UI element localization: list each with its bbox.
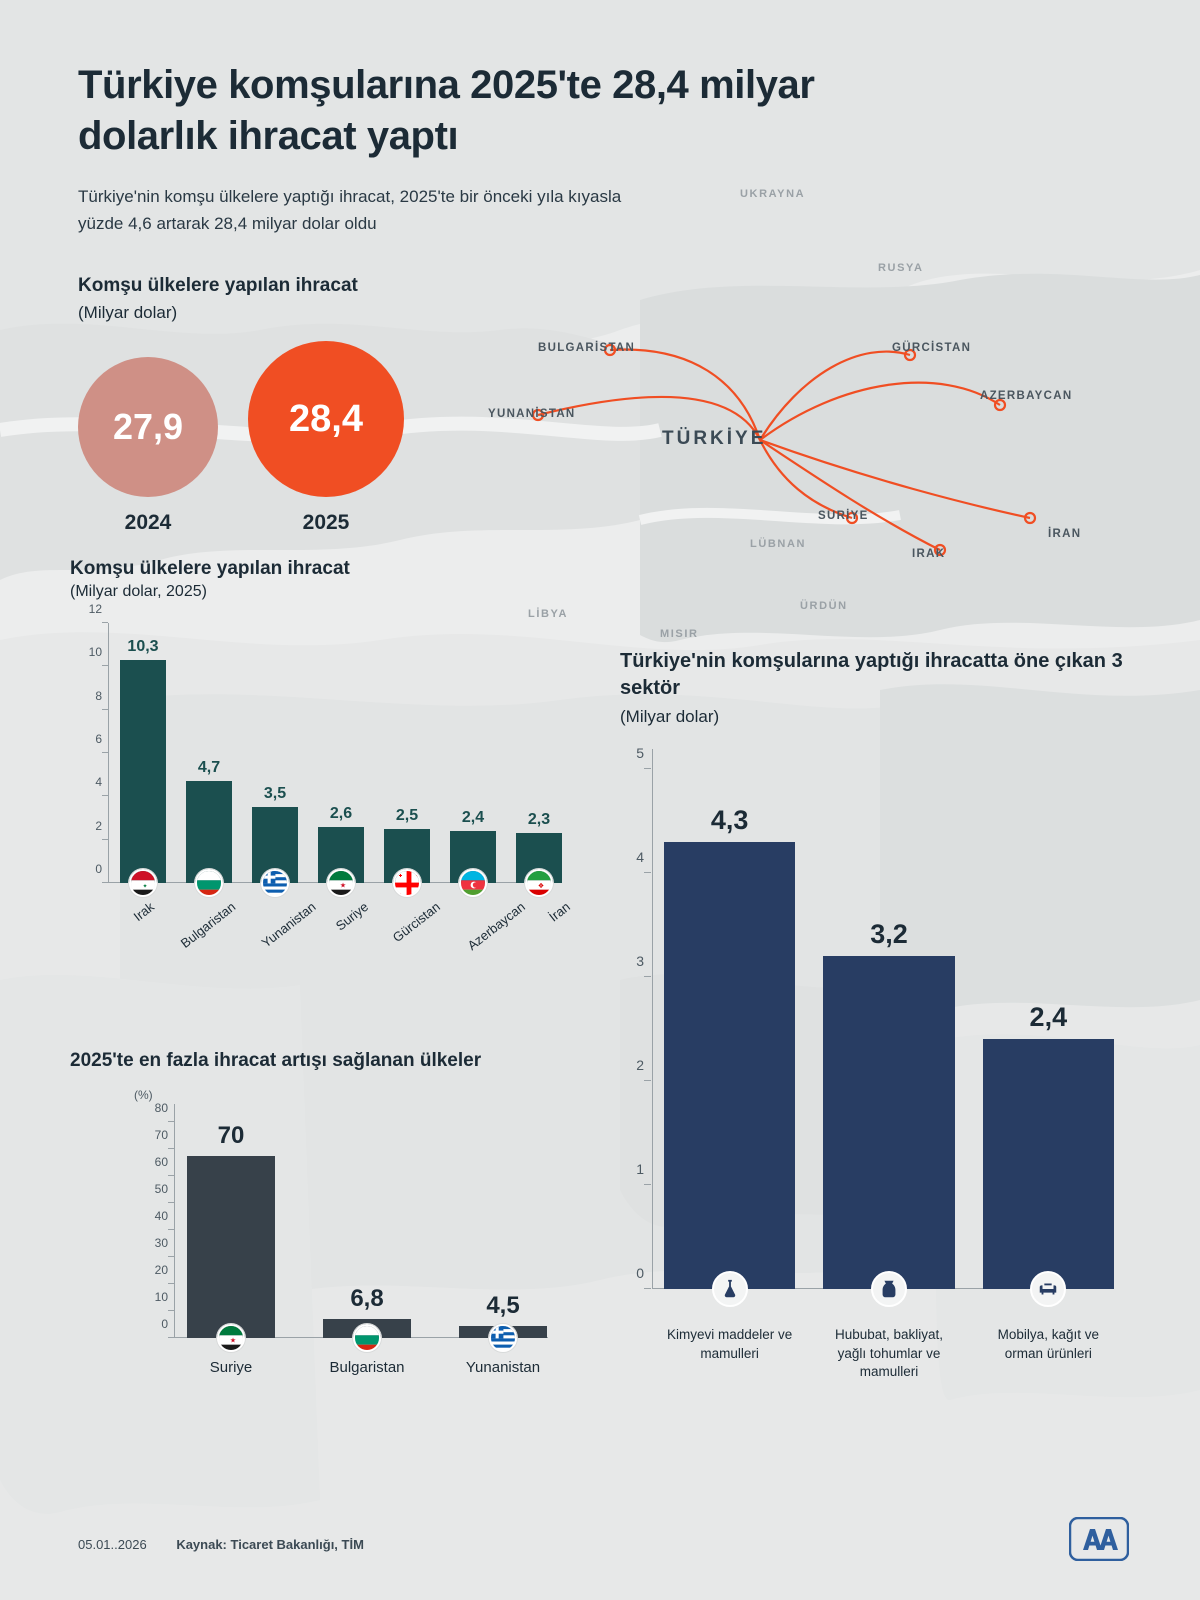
bubbles-unit: (Milyar dolar)	[78, 303, 178, 322]
map-label-gurcistan: GÜRCİSTAN	[892, 342, 972, 354]
chart1-category-label: Azerbaycan	[464, 899, 528, 954]
greece-flag	[489, 1324, 517, 1352]
bubble-value-2024: 27,9	[78, 357, 218, 497]
chart3-bar	[823, 956, 954, 1289]
map-label-misir: MISIR	[660, 628, 699, 640]
chemical-flask-icon	[712, 1271, 748, 1307]
chart2-y-tick-mark	[168, 1310, 174, 1311]
bubble-2024	[78, 357, 218, 535]
chart1-y-tick-label: 8	[95, 688, 102, 703]
chart1-bar-group	[118, 623, 168, 890]
chart1-y-tick-mark	[102, 882, 108, 883]
map-label-azerbaycan: AZERBAYCAN	[980, 390, 1073, 402]
footer-source: Kaynak: Ticaret Bakanlığı, TİM	[176, 1537, 364, 1552]
chart1-bar	[120, 660, 166, 883]
exports-total-bubbles	[78, 275, 498, 535]
map-label-turkiye: TÜRKİYE	[662, 428, 767, 449]
chart1-bar-group	[382, 623, 432, 883]
chart3-bar-group	[983, 769, 1114, 1289]
chart2-y-tick-mark	[168, 1337, 174, 1338]
chart1-y-tick-mark	[102, 709, 108, 710]
chart2-bar-group	[318, 1122, 416, 1338]
bubbles-title: Komşu ülkelere yapılan ihracat	[78, 275, 358, 296]
chart1-bar-value: 2,4	[461, 809, 485, 826]
chart2-category-labels	[182, 1359, 552, 1376]
chart-top-sectors	[620, 648, 1150, 1409]
chart2-y-tick-mark	[168, 1175, 174, 1176]
chart3-y-tick-mark	[644, 872, 651, 873]
bubble-2025	[248, 341, 404, 535]
map-label-suriye: SURİYE	[818, 510, 869, 522]
chart2-y-tick-mark	[168, 1148, 174, 1149]
chart1-bar-group	[316, 623, 366, 890]
chart2-y-tick-label: 60	[154, 1154, 168, 1169]
chart1-y-tick-mark	[102, 795, 108, 796]
chart1-category-labels	[118, 883, 574, 954]
bulgaria-flag	[353, 1324, 381, 1352]
chart2-bar-group	[454, 1122, 552, 1338]
chart1-category-label: Bulgaristan	[177, 899, 239, 951]
chart2-y-tick-mark	[168, 1121, 174, 1122]
bubble-year-2024: 2024	[124, 511, 172, 534]
chart1-bar-value: 3,5	[263, 785, 287, 803]
bubble-year-2025: 2025	[302, 511, 350, 534]
chart1-y-tick-mark	[102, 752, 108, 753]
chart1-y-tick-mark	[102, 622, 108, 623]
svg-text:★: ★	[339, 881, 347, 890]
chart1-category-label: Gürcistan	[389, 899, 443, 946]
chart3-y-tick-mark	[644, 1184, 651, 1185]
chart1-y-tick-mark	[102, 839, 108, 840]
chart1-bar-group	[250, 623, 300, 883]
chart3-bar-value: 4,3	[710, 804, 749, 835]
svg-text:❖: ❖	[537, 882, 545, 890]
chart2-bar-value: 4,5	[486, 1291, 520, 1319]
chart3-y-axis	[652, 749, 653, 1289]
chart2-y-tick-mark	[168, 1202, 174, 1203]
map-label-iran: İRAN	[1048, 528, 1082, 540]
chart1-y-tick-label: 4	[95, 775, 102, 790]
chart3-y-tick-label: 2	[636, 1057, 644, 1073]
chart1-y-axis	[108, 623, 109, 883]
chart2-bar-value: 6,8	[350, 1285, 384, 1313]
chart-exports-by-country	[70, 558, 630, 954]
chart1-bars	[118, 623, 564, 890]
chart1-bar	[186, 781, 232, 883]
map-label-lubnan: LÜBNAN	[750, 538, 807, 550]
chart2-y-tick-mark	[168, 1229, 174, 1230]
chart3-y-tick-label: 3	[636, 953, 644, 969]
map-label-rusya: RUSYA	[878, 262, 924, 274]
chart1-y-tick-label: 2	[95, 818, 102, 833]
chart2-title: 2025'te en fazla ihracat artışı sağlanan ülkeler	[70, 1050, 482, 1071]
chart1-category-label: Irak	[130, 899, 157, 925]
chart3-title: Türkiye'nin komşularına yaptığı ihracatta öne çıkan 3 sektör	[620, 650, 1123, 699]
map-label-bulgaristan: BULGARİSTAN	[538, 342, 636, 354]
chart3-y-tick-mark	[644, 768, 651, 769]
chart3-y-tick-label: 5	[636, 745, 644, 761]
svg-text:✦: ✦	[142, 883, 148, 890]
chart1-y-tick-label: 0	[95, 862, 102, 876]
map-label-ukrayna: UKRAYNA	[740, 188, 806, 200]
chart3-y-tick-label: 0	[636, 1265, 644, 1281]
chart3-category-label: Mobilya, kağıt ve orman ürünleri	[997, 1327, 1099, 1361]
chart2-y-tick-label: 30	[154, 1235, 168, 1250]
chart1-title: Komşu ülkelere yapılan ihracat	[70, 558, 350, 579]
chart3-bar-group	[664, 769, 795, 1289]
map-label-urdun: ÜRDÜN	[800, 600, 848, 612]
chart1-bar-group	[184, 623, 234, 883]
chart3-bar	[983, 1039, 1114, 1289]
chart1-bar-value: 4,7	[197, 759, 221, 777]
aa-logo	[1068, 1516, 1130, 1562]
chart3-y-tick-mark	[644, 1080, 651, 1081]
chart2-category-label: Bulgaristan	[329, 1358, 405, 1376]
chart1-y-tick-label: 12	[88, 602, 102, 616]
chart2-y-axis	[174, 1104, 175, 1338]
chart2-y-tick-label: 80	[154, 1100, 168, 1115]
chart1-y-tick-label: 10	[88, 645, 102, 660]
chart2-category-label: Suriye	[209, 1358, 253, 1376]
furniture-icon	[1030, 1271, 1066, 1307]
chart2-category-label: Yunanistan	[465, 1358, 541, 1376]
chart2-bar-group	[182, 1121, 280, 1345]
chart2-y-tick-label: 10	[154, 1289, 168, 1304]
chart3-category-label: Kimyevi maddeler ve mamulleri	[667, 1327, 793, 1361]
chart2-y-tick-label: 0	[161, 1316, 168, 1331]
chart1-bar-value: 2,5	[395, 806, 419, 824]
page-subtitle: Türkiye'nin komşu ülkelere yaptığı ihracat, 2025'te bir önceki yıla kıyasla yüzde 4,6 artarak 28,4 milyar dolar oldu	[78, 187, 622, 233]
chart2-bar	[187, 1156, 275, 1338]
chart1-category-label: İran	[546, 899, 574, 925]
chart2-bars	[182, 1121, 552, 1345]
footer	[78, 1537, 364, 1552]
svg-text:★: ★	[229, 1336, 237, 1345]
chart-top-growth	[70, 1048, 610, 1392]
chart3-bars	[664, 769, 1114, 1289]
chart3-y-tick-label: 1	[636, 1161, 644, 1177]
chart1-subtitle: (Milyar dolar, 2025)	[70, 583, 207, 600]
chart2-y-tick-label: 70	[154, 1127, 168, 1142]
chart1-bar-value: 10,3	[127, 637, 159, 655]
syria-flag	[217, 1324, 245, 1352]
page-title: Türkiye komşularına 2025'te 28,4 milyar dolarlık ihracat yaptı	[78, 63, 815, 159]
map-label-yunanistan: YUNANİSTAN	[488, 408, 576, 420]
chart3-category-label: Hububat, bakliyat, yağlı tohumlar ve mamulleri	[834, 1327, 944, 1379]
chart3-bar-value: 3,2	[870, 919, 908, 950]
chart3-category-labels	[664, 1326, 1114, 1381]
chart1-bar-value: 2,6	[329, 804, 353, 822]
chart2-y-tick-label: 50	[154, 1181, 168, 1196]
grain-sack-icon	[871, 1271, 907, 1307]
chart1-bar-group	[514, 623, 564, 890]
chart1-y-tick-label: 6	[95, 732, 102, 746]
chart1-y-tick-mark	[102, 665, 108, 666]
chart3-y-tick-label: 4	[636, 849, 644, 865]
chart1-category-label: Suriye	[332, 899, 372, 934]
chart3-subtitle: (Milyar dolar)	[620, 707, 720, 726]
chart3-y-tick-mark	[644, 976, 651, 977]
chart2-unit: (%)	[134, 1087, 153, 1102]
chart1-bar-value: 2,3	[527, 811, 551, 829]
map-label-libya: LİBYA	[528, 608, 568, 620]
map-label-irak: IRAK	[912, 548, 946, 560]
chart3-bar	[664, 842, 795, 1289]
chart2-y-tick-mark	[168, 1283, 174, 1284]
footer-date: 05.01..2026	[78, 1537, 147, 1552]
chart3-bar-value: 2,4	[1029, 1002, 1068, 1033]
chart3-bar-group	[823, 769, 954, 1289]
chart2-y-tick-label: 20	[154, 1262, 168, 1277]
chart2-y-tick-label: 40	[154, 1208, 168, 1223]
chart1-bar-group	[448, 623, 498, 883]
chart1-category-label: Yunanistan	[258, 899, 319, 951]
chart2-y-tick-mark	[168, 1256, 174, 1257]
chart2-bar-value: 70	[217, 1121, 245, 1149]
bubble-value-2025: 28,4	[248, 341, 404, 497]
aa-logo-icon	[1069, 1517, 1129, 1561]
chart3-y-tick-mark	[644, 1288, 651, 1289]
